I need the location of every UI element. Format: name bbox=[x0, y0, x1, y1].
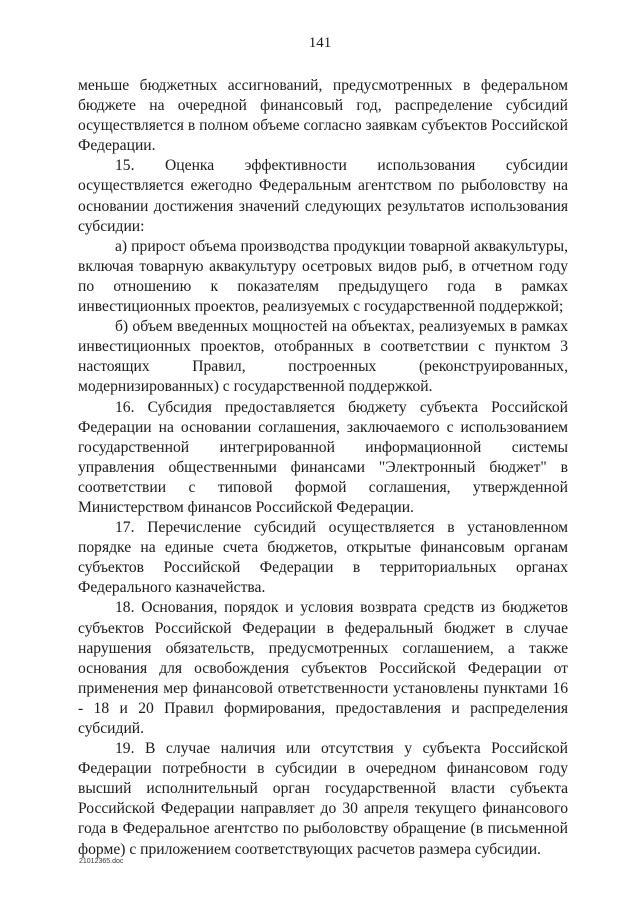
paragraph-17: 17. Перечисление субсидий осуществляется в установленном порядке на единые счета бюджетов, открытые финансовым органам субъектов Российской Федерации в территориальных органах Федерального казначейства. bbox=[78, 519, 568, 597]
paragraph-16: 16. Субсидия предоставляется бюджету субъекта Российской Федерации на основании соглашения, заключаемого с использованием государственной интегрированной информационной системы управления общественными финансами "Электронный бюджет" в соответствии с типовой формой соглашения, утвержденной Министерством финансов Российской Федерации. bbox=[78, 398, 568, 516]
page-number: 141 bbox=[308, 35, 332, 51]
footer-filename: 21012365.doc bbox=[79, 858, 124, 865]
document-body bbox=[78, 76, 568, 860]
paragraph-19: 19. В случае наличия или отсутствия у субъекта Российской Федерации потребности в субсидии в очередном финансовом году высший исполнительный орган государственной власти субъекта Российской Федерации направляет до 30 апреля текущего финансового года в Федеральное агентство по рыболовству обращение (в письменной форме) с приложением соответствующих расчетов размера субсидии. bbox=[78, 740, 568, 858]
paragraph-15-a: а) прирост объема производства продукции товарной аквакультуры, включая товарную аквакультуру осетровых видов рыб, в отчетном году по отношению к показателям предыдущего года в рамках инвестиционных проектов, реализуемых с государственной поддержкой; bbox=[78, 237, 568, 316]
paragraph-15-b: б) объем введенных мощностей на объектах, реализуемых в рамках инвестиционных проектов, отобранных в соответствии с пунктом 3 настоящих Правил, построенных (реконструированных, модернизированных) с государственной поддержкой. bbox=[78, 318, 568, 396]
paragraph-continuation: меньше бюджетных ассигнований, предусмотренных в федеральном бюджете на очередной финансовый год, распределение субсидий осуществляется в полном объеме согласно заявкам субъектов Российской Федерации. bbox=[78, 77, 568, 155]
paragraph-18: 18. Основания, порядок и условия возврата средств из бюджетов субъектов Российской Федерации в федеральный бюджет в случае нарушения обязательств, предусмотренных соглашением, а также основания для освобождения субъектов Российской Федерации от применения мер финансовой ответственности установлены пунктами 16 - 18 и 20 Правил формирования, предоставления и распределения субсидий. bbox=[78, 599, 568, 737]
paragraph-15: 15. Оценка эффективности использования субсидии осуществляется ежегодно Федеральным агентством по рыболовству на основании достижения значений следующих результатов использования субсидии: bbox=[78, 157, 568, 235]
